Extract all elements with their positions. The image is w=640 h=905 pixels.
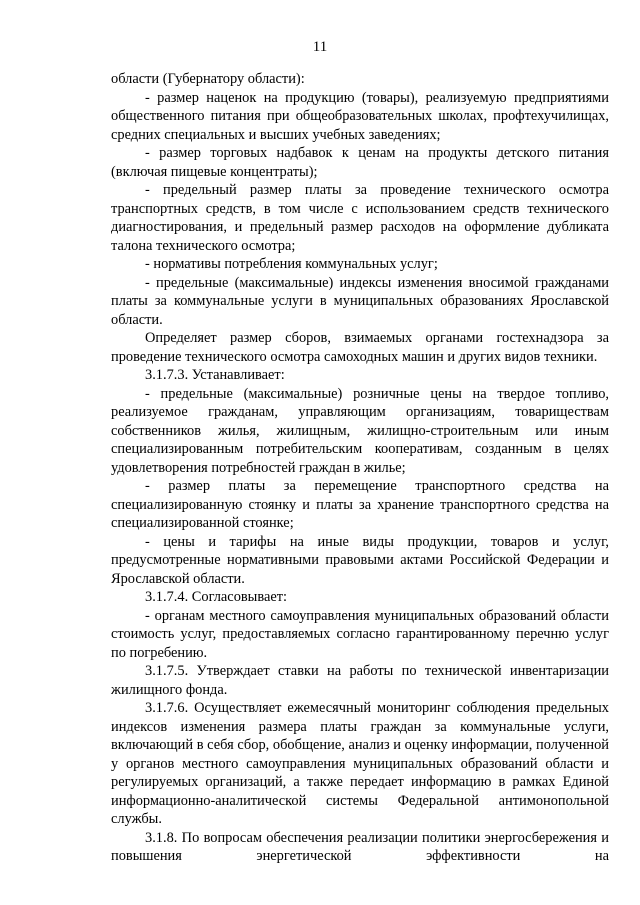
document-body xyxy=(111,70,609,866)
paragraph: 3.1.7.6. Осуществляет ежемесячный мониторинг соблюдения предельных индексов изменения размера платы граждан за коммунальные услуги, включающий в себя сбор, обобщение, анализ и оценку информации, полученной у органов местного самоуправления муниципальных образований области и регулируемых организаций, а также передает информацию в рамках Единой информационно-аналитической системы Федеральной антимонопольной службы. xyxy=(111,700,609,827)
paragraph: 3.1.7.3. Устанавливает: xyxy=(145,367,285,383)
paragraph: - предельные (максимальные) индексы изменения вносимой гражданами платы за коммунальные услуги в муниципальных образованиях Ярославской области. xyxy=(111,274,609,328)
paragraph: области (Губернатору области): xyxy=(111,71,305,87)
paragraph: - органам местного самоуправления муниципальных образований области стоимость услуг, предоставляемых согласно гарантированному перечню услуг по погребению. xyxy=(111,607,609,661)
paragraph: 3.1.7.4. Согласовывает: xyxy=(145,589,288,605)
paragraph: - предельные (максимальные) розничные цены на твердое топливо, реализуемое гражданам, управляющим организациям, товариществам собственников жилья, жилищным, жилищно-строительным или иным специализированным потребительским кооперативам, созданным в целях удовлетворения потребностей граждан в жилье; xyxy=(111,385,609,476)
paragraph: - размер торговых надбавок к ценам на продукты детского питания (включая пищевые концентраты); xyxy=(111,145,609,180)
page-number: 11 xyxy=(312,39,328,55)
paragraph: 3.1.8. По вопросам обеспечения реализации политики энергосбережения и повышения энергетической эффективности на xyxy=(111,829,609,864)
paragraph: Определяет размер сборов, взимаемых органами гостехнадзора за проведение технического осмотра самоходных машин и других видов техники. xyxy=(111,330,609,365)
paragraph: - предельный размер платы за проведение технического осмотра транспортных средств, в том числе с использованием средств технического диагностирования, и предельный размер расходов на оформление дубликата талона технического осмотра; xyxy=(111,182,609,254)
paragraph: - цены и тарифы на иные виды продукции, товаров и услуг, предусмотренные нормативными правовыми актами Российской Федерации и Ярославской области. xyxy=(111,533,609,587)
paragraph: 3.1.7.5. Утверждает ставки на работы по технической инвентаризации жилищного фонда. xyxy=(111,663,609,698)
paragraph: - нормативы потребления коммунальных услуг; xyxy=(145,256,438,272)
paragraph: - размер платы за перемещение транспортного средства на специализированную стоянку и платы за хранение транспортного средства на специализированной стоянке; xyxy=(111,478,609,531)
paragraph: - размер наценок на продукцию (товары), реализуемую предприятиями общественного питания при общеобразовательных школах, профтехучилищах, средних специальных и высших учебных заведениях; xyxy=(111,89,609,143)
